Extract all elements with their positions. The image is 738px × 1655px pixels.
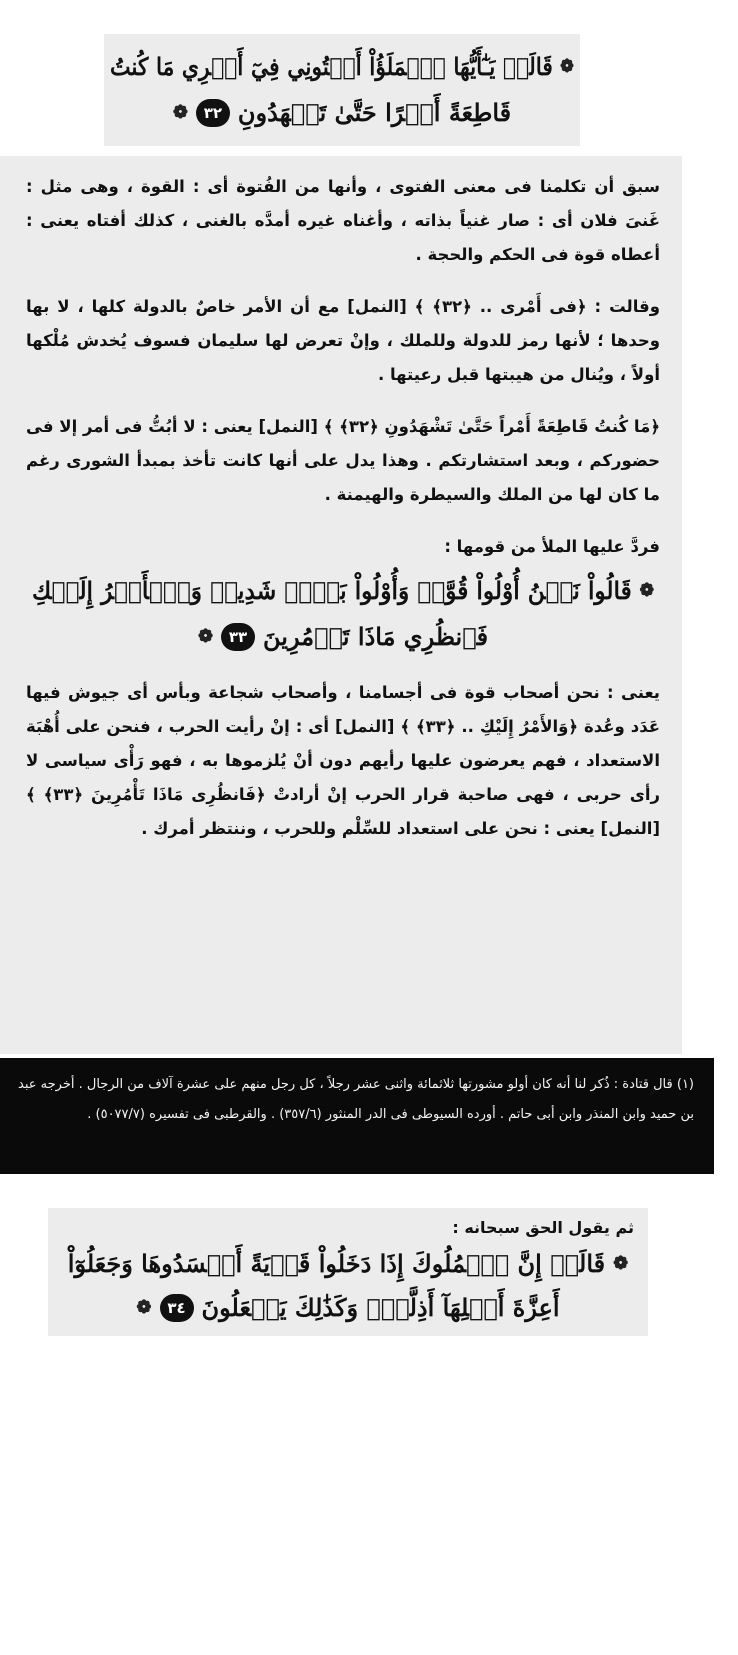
verse-ornament-icon: ❁ <box>136 1297 152 1318</box>
commentary-block <box>0 156 682 1054</box>
ayah-number-badge: ٣٢ <box>196 99 230 127</box>
verse-ornament-icon: ❁ <box>639 580 655 601</box>
verse-line-2 <box>136 1286 559 1330</box>
verse-line-1 <box>110 44 574 90</box>
verse-text: قَالُواْ نَحۡنُ أُوْلُواْ قُوَّةٖ وَأُوْلُواْ بَأۡسٖ شَدِيدٖ وَٱلۡأَمۡرُ إِلَيۡكِ <box>31 576 632 605</box>
verse-text: قَاطِعَةً أَمۡرًا حَتَّىٰ تَشۡهَدُونِ <box>237 98 512 127</box>
verse-ornament-icon: ❁ <box>613 1253 629 1274</box>
verse-ornament-icon: ❁ <box>560 56 574 77</box>
verse-block-34 <box>48 1208 648 1336</box>
paragraph-army-strength: يعنى : نحن أصحاب قوة فى أجسامنا ، وأصحاب شجاعة وبأس أى جيوش فيها عَدَد وعُدة ﴿وَالأَمْرُ إِلَيْكِ .. ﴿٣٣﴾ ﴾ [النمل] أى : إنْ رأيت الحرب ، فنحن على أُهْبَة الاستعداد ، فهم يعرضون عليها رأيهم دون أنْ يُلزموها به ، فهو رَأْى سياسى لا رأى حربى ، فهى صاحبة قرار الحرب إنْ أرادتْ ﴿فَانظُرِى مَاذَا تَأْمُرِينَ ﴿٣٣﴾ ﴾ [النمل] يعنى : نحن على استعداد للسِّلْم وللحرب ، وننتظر أمرك . <box>26 683 660 838</box>
paragraph-response-intro: فردَّ عليها الملأ من قومها : <box>444 537 660 556</box>
footnote-text: (١) قال قتادة : ذُكر لنا أنه كان أولو مشورتها ثلاثمائة واثنى عشر رجلاً ، كل رجل منهم على عشرة آلاف من الرجال . أخرجه عبد بن حميد وابن المنذر وابن أبى حاتم . أورده السيوطى فى الدر المنثور (٣٥٧/٦) . والقرطبى فى تفسيره (٥٠٧٧/٧) . <box>18 1077 694 1122</box>
verse-text: قَالَتۡ إِنَّ ٱلۡمُلُوكَ إِذَا دَخَلُواْ قَرۡيَةً أَفۡسَدُوهَا وَجَعَلُوٓاْ <box>67 1249 606 1278</box>
verse-line-1 <box>68 1242 628 1286</box>
verse-text: فَٱنظُرِي مَاذَا تَأۡمُرِينَ <box>263 622 489 651</box>
ayah-number-badge: ٣٣ <box>221 623 255 651</box>
verse-text: أَعِزَّةَ أَهۡلِهَآ أَذِلَّةٗۚ وَكَذَٰلِكَ يَفۡعَلُونَ <box>201 1293 560 1322</box>
verse-block-32 <box>104 34 580 146</box>
paragraph-fi-amri: وقالت : ﴿فى أَمْرى .. ﴿٣٢﴾ ﴾ [النمل] مع أن الأمر خاصٌ بالدولة كلها ، لا بها وحدها ؛ لأنها رمز للدولة وللملك ، وإنْ تعرض لها سليمان فسوف يُخدش مُلْكها أولاً ، ويُنال من هيبتها قبل رعيتها . <box>26 297 660 384</box>
verse-line-2 <box>198 614 488 660</box>
verse-lines <box>48 1242 648 1330</box>
ayah-number-badge: ٣٤ <box>160 1294 194 1322</box>
paragraph-shura: ﴿مَا كُنتُ قَاطِعَةً أَمْراً حَتَّىٰ تَشْهَدُونِ ﴿٣٢﴾ ﴾ [النمل] يعنى : لا أبُتُّ فى أمر إلا فى حضوركم ، وبعد استشارتكم . وهذا يدل على أنها كانت تأخذ بمبدأ الشورى رغم ما كان لها من الملك والسيطرة والهيمنة . <box>26 417 661 504</box>
verse-text: قَالَتۡ يَـٰٓأَيُّهَا ٱلۡمَلَؤُاْ أَفۡتُونِي فِيٓ أَمۡرِي مَا كُنتُ <box>110 52 553 81</box>
verse-ornament-icon: ❁ <box>172 102 188 123</box>
paragraph-fatwa-meaning: سبق أن تكلمنا فى معنى الفتوى ، وأنها من الفُتوة أى : القوة ، وهى مثل : غَنىَ فلان أى : صار غنياً بذاته ، وأغناه غيره أمدَّه بالغنى ، كذلك أفتاه يعنى : أعطاه قوة فى الحكم والحجة . <box>26 177 660 264</box>
section-intro: ثم يقول الحق سبحانه : <box>452 1218 634 1237</box>
verse-line-2 <box>173 90 511 136</box>
footnote-block <box>0 1058 714 1174</box>
verse-block-33 <box>26 568 660 660</box>
verse-line-1 <box>32 568 654 614</box>
verse-ornament-icon: ❁ <box>197 626 214 647</box>
